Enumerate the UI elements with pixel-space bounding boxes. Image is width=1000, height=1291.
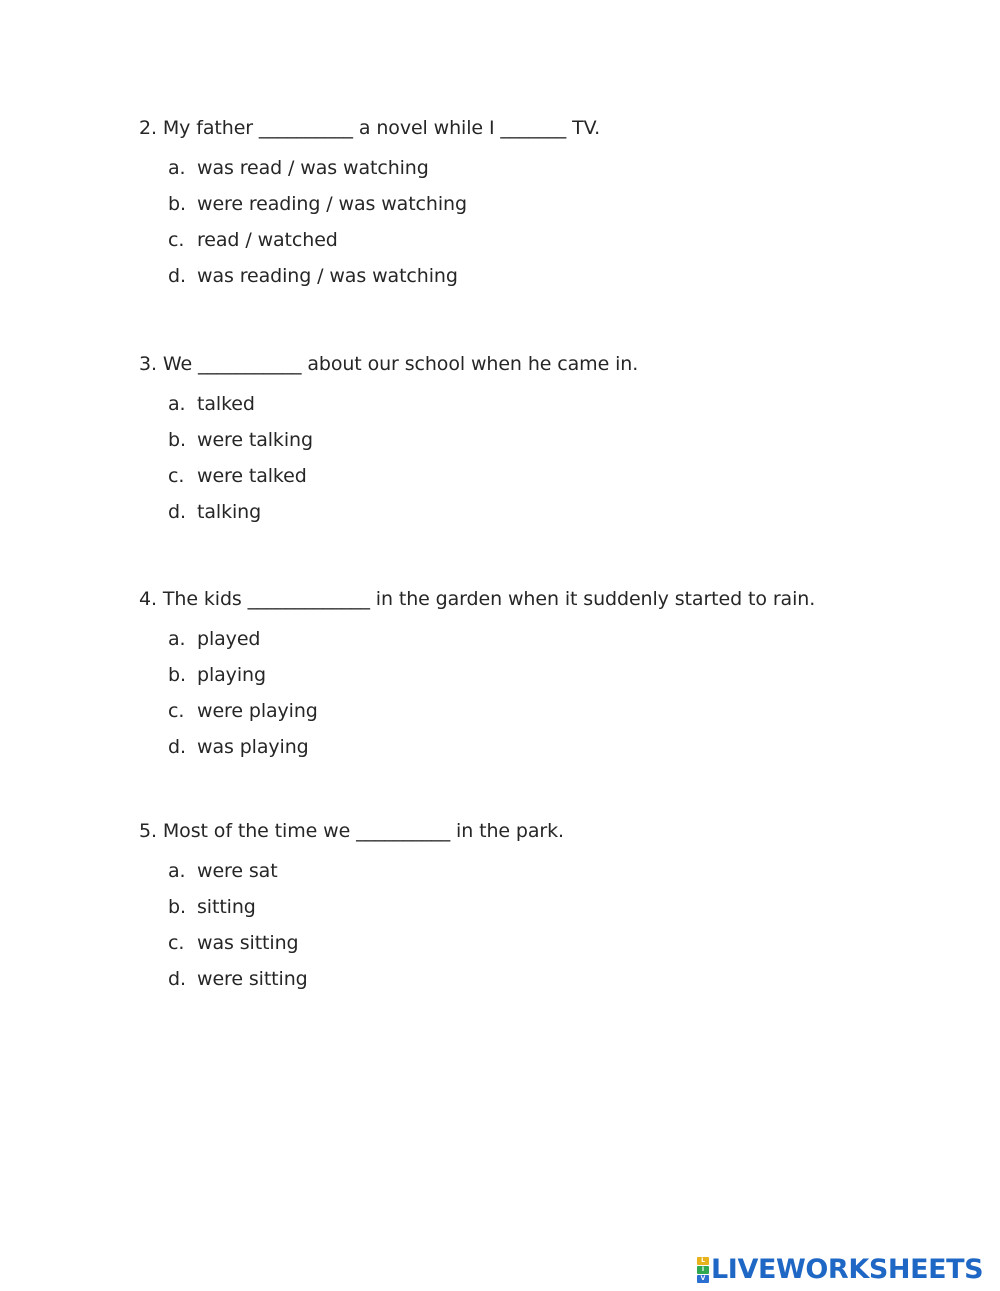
option-a[interactable] [139,627,959,651]
question-number: 2. [139,117,157,139]
option-text: played [197,628,261,650]
option-letter: d. [168,501,186,523]
option-letter: d. [168,265,186,287]
option-text: read / watched [197,229,338,251]
question-number: 5. [139,820,157,842]
option-list [139,627,959,759]
option-letter: b. [168,896,186,918]
option-d[interactable] [139,735,959,759]
question-5 [139,819,959,1003]
option-text: were talked [197,465,307,487]
option-text: was playing [197,736,309,758]
option-letter: a. [168,157,186,179]
option-text: playing [197,664,266,686]
option-letter: b. [168,664,186,686]
logo-text: LIVEWORKSHEETS [711,1254,984,1285]
question-text: Most of the time we __________ in the park. [162,820,564,842]
option-text: talked [197,393,255,415]
option-letter: c. [168,700,185,722]
option-d[interactable] [139,264,959,288]
question-text: My father __________ a novel while I _______ TV. [162,117,601,139]
option-letter: a. [168,628,186,650]
option-a[interactable] [139,156,959,180]
option-letter: a. [168,860,186,882]
option-b[interactable] [139,663,959,687]
option-text: were playing [197,700,318,722]
option-b[interactable] [139,192,959,216]
option-d[interactable] [139,500,959,524]
question-number: 4. [139,588,157,610]
option-letter: c. [168,465,185,487]
option-text: was reading / was watching [197,265,458,287]
option-letter: c. [168,932,185,954]
question-prompt [139,352,959,376]
option-letter: d. [168,736,186,758]
option-letter: b. [168,193,186,215]
option-text: were reading / was watching [197,193,467,215]
option-a[interactable] [139,859,959,883]
liveworksheets-logo [697,1255,983,1285]
option-letter: a. [168,393,186,415]
option-letter: d. [168,968,186,990]
option-b[interactable] [139,428,959,452]
option-text: were sat [197,860,278,882]
option-text: was sitting [197,932,299,954]
option-text: talking [197,501,262,523]
option-list [139,859,959,991]
option-letter: b. [168,429,186,451]
question-prompt [139,116,959,140]
question-text: We ___________ about our school when he came in. [162,353,639,375]
option-d[interactable] [139,967,959,991]
option-text: were talking [197,429,313,451]
logo-block: L [697,1257,709,1265]
option-letter: c. [168,229,185,251]
option-list [139,156,959,288]
logo-block: V [697,1275,709,1283]
question-number: 3. [139,353,157,375]
option-text: sitting [197,896,256,918]
question-text: The kids _____________ in the garden when it suddenly started to rain. [162,588,816,610]
option-c[interactable] [139,464,959,488]
option-c[interactable] [139,931,959,955]
option-c[interactable] [139,228,959,252]
option-a[interactable] [139,392,959,416]
question-3 [139,352,959,536]
question-4 [139,587,959,771]
question-2 [139,116,959,300]
option-b[interactable] [139,895,959,919]
option-list [139,392,959,524]
option-text: were sitting [197,968,308,990]
logo-block: I [697,1266,709,1274]
question-prompt [139,819,959,843]
question-prompt [139,587,959,611]
option-c[interactable] [139,699,959,723]
option-text: was read / was watching [197,157,429,179]
logo-blocks-icon [697,1257,709,1283]
